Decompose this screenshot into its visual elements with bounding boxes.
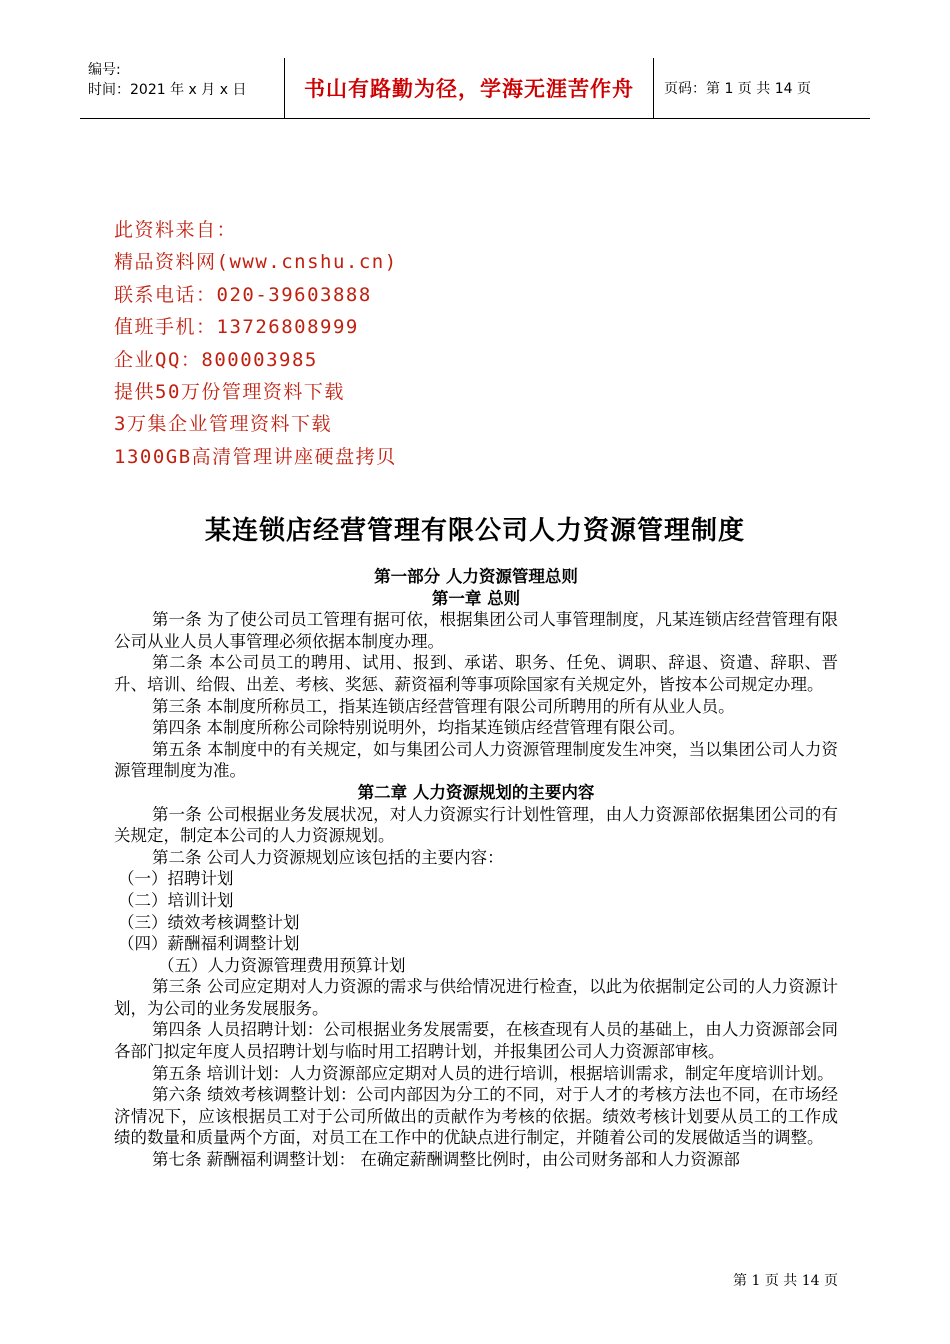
article-paragraph: 第五条 本制度中的有关规定，如与集团公司人力资源管理制度发生冲突，当以集团公司人力资源管理制度为准。 (114, 739, 838, 781)
article-paragraph: 第五条 培训计划：人力资源部应定期对人员的进行培训，根据培训需求，制定年度培训计划。 (151, 1063, 834, 1083)
ad-line: 提供50万份管理资料下载 (114, 381, 345, 404)
list-item: （一）招聘计划 (118, 869, 234, 889)
document-title: 某连锁店经营管理有限公司人力资源管理制度 (204, 516, 745, 546)
list-item: （四）薪酬福利调整计划 (118, 934, 300, 954)
article-paragraph: 第七条 薪酬福利调整计划： 在确定薪酬调整比例时，由公司财务部和人力资源部 (151, 1150, 740, 1170)
article-paragraph: 第四条 人员招聘计划：公司根据业务发展需要，在核查现有人员的基础上，由人力资源部会同各部门拟定年度人员招聘计划与临时用工招聘计划，并报集团公司人力资源部审核。 (114, 1020, 838, 1062)
article-paragraph: 第六条 绩效考核调整计划：公司内部因为分工的不同，对于人才的考核方法也不同，在市场经济情况下，应该根据员工对于公司所做出的贡献作为考核的依据。绩效考核计划要从员工的工作成绩的数量和质量两个方面，对员工在工作中的优缺点进行制定，并随着公司的发展做适当的调整。 (114, 1085, 838, 1148)
header-motto: 书山有路勤为径，学海无涯苦作舟 (284, 58, 654, 118)
article-paragraph: 第四条 本制度所称公司除特别说明外，均指某连锁店经营管理有限公司。 (151, 718, 686, 738)
document-number-label: 编号: (88, 62, 121, 78)
ad-line: 此资料来自： (114, 219, 238, 241)
article-paragraph: 第一条 公司根据业务发展状况，对人力资源实行计划性管理，由人力资源部依据集团公司的有关规定，制定本公司的人力资源规划。 (114, 804, 838, 846)
article-paragraph: 第一条 为了使公司员工管理有据可依，根据集团公司人事管理制度，凡某连锁店经营管理有限公司从业人员人事管理必须依据本制度办理。 (114, 610, 838, 651)
source-info-block (114, 214, 398, 473)
ad-line: 1300GB高清管理讲座硬盘拷贝 (114, 445, 397, 468)
article-paragraph: 第二条 公司人力资源规划应该包括的主要内容： (151, 847, 504, 867)
header-left (88, 60, 246, 100)
page-footer: 第 1 页 共 14 页 (733, 1273, 838, 1289)
ad-line: 值班手机：13726808999 (114, 316, 359, 339)
ad-line: 联系电话：020-39603888 (114, 283, 372, 306)
article-paragraph: 第二条 本公司员工的聘用、试用、报到、承诺、职务、任免、调职、辞退、资遣、辞职、晋升、培训、给假、出差、考核、奖惩、薪资福利等事项除国家有关规定外，皆按本公司规定办理。 (114, 653, 838, 694)
list-item: （二）培训计划 (118, 890, 234, 910)
part-heading: 第一部分 人力资源管理总则 (374, 567, 578, 586)
chapter-heading: 第一章 总则 (431, 588, 521, 608)
page-header (80, 58, 870, 119)
document-time: 时间：2021 年 x 月 x 日 (88, 82, 247, 98)
list-item: （五）人力资源管理费用预算计划 (158, 955, 406, 975)
article-paragraph: 第三条 公司应定期对人力资源的需求与供给情况进行检查，以此为依据制定公司的人力资源计划，为公司的业务发展服务。 (114, 977, 838, 1018)
chapter-heading: 第二章 人力资源规划的主要内容 (357, 782, 595, 802)
header-page-info: 页码：第 1 页 共 14 页 (664, 81, 811, 97)
article-paragraph: 第三条 本制度所称员工，指某连锁店经营管理有限公司所聘用的所有从业人员。 (151, 696, 735, 716)
ad-line: 精品资料网(www.cnshu.cn) (114, 251, 398, 274)
list-item: （三）绩效考核调整计划 (118, 912, 300, 932)
document-body (114, 566, 838, 1171)
ad-line: 3万集企业管理资料下载 (114, 413, 332, 436)
ad-line: 企业QQ：800003985 (114, 348, 318, 371)
